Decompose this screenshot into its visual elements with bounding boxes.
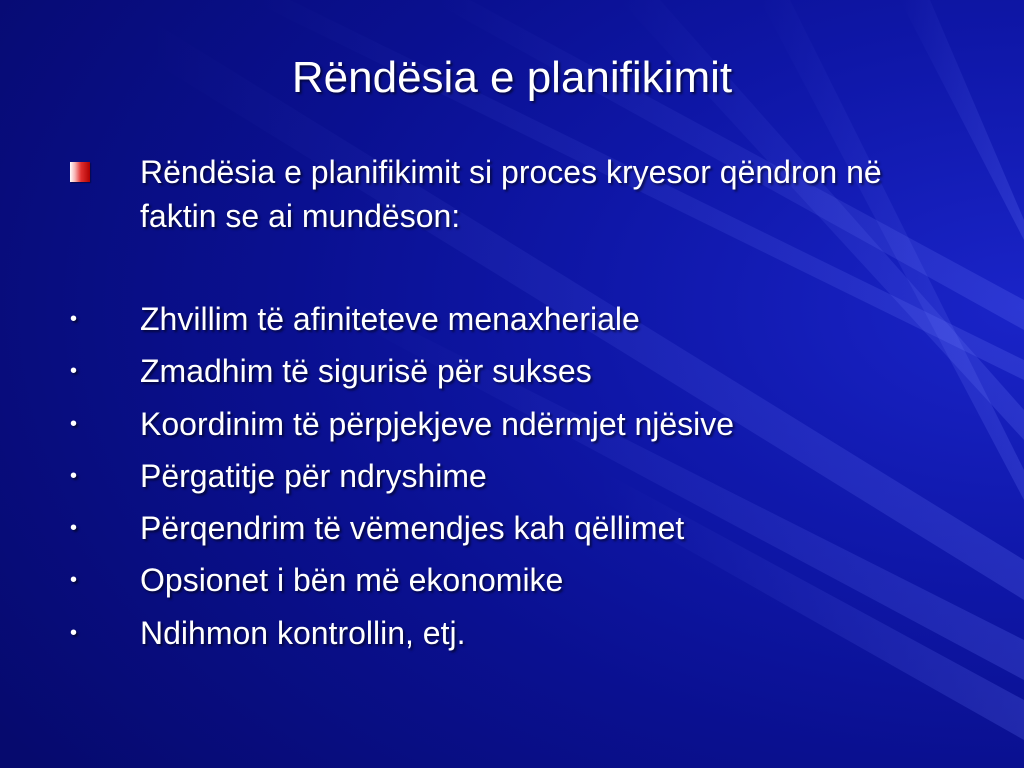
list-item-text: Koordinim të përpjekjeve ndërmjet njësive (140, 405, 735, 442)
list-item (70, 349, 970, 401)
bullet-list (70, 297, 970, 663)
bullet-dot-icon: • (70, 412, 78, 435)
square-bullet-icon (70, 162, 90, 182)
slide-title: Rëndësia e planifikimit (291, 53, 733, 102)
list-item-text: Përqendrim të vëmendjes kah qëllimet (140, 510, 685, 547)
list-item-text: Ndihmon kontrollin, etj. (140, 614, 466, 651)
bullet-dot-icon: • (70, 464, 78, 487)
list-item-text: Zmadhim të sigurisë për sukses (140, 353, 592, 390)
list-item (70, 402, 970, 454)
bullet-dot-icon: • (70, 621, 78, 644)
list-item (70, 506, 970, 558)
list-item-text: Zhvillim të afiniteteve menaxheriale (140, 301, 640, 337)
lead-text: Rëndësia e planifikimit si proces kryesor qëndron në faktin se ai mundëson: (140, 154, 882, 234)
bullet-dot-icon: • (70, 569, 78, 592)
list-item (70, 297, 970, 349)
list-item (70, 558, 970, 610)
list-item (70, 611, 970, 663)
list-item-text: Përgatitje për ndryshime (140, 457, 487, 494)
bullet-dot-icon: • (70, 517, 78, 540)
list-item (70, 454, 970, 506)
bullet-dot-icon: • (70, 360, 78, 383)
list-item-text: Opsionet i bën më ekonomike (140, 562, 564, 599)
bullet-dot-icon: • (70, 308, 78, 330)
